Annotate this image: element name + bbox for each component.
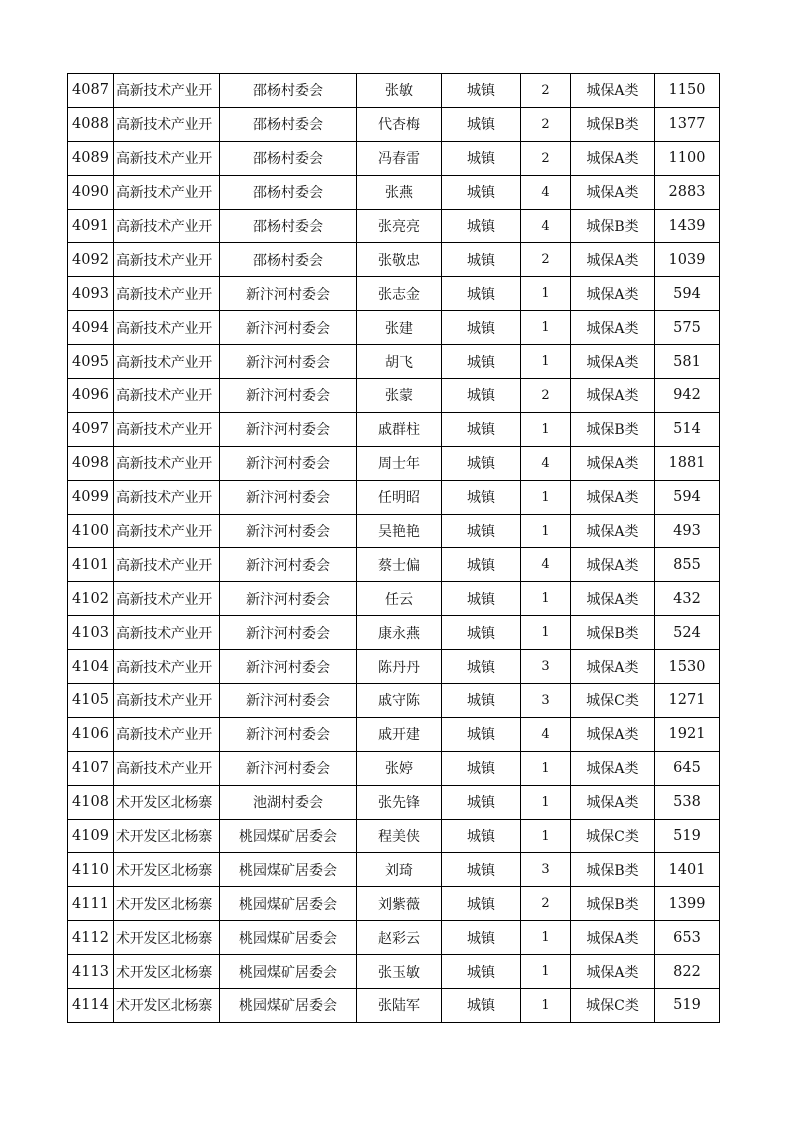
cell-district: 高新技术产业开 xyxy=(114,74,220,108)
cell-name: 刘琦 xyxy=(357,853,442,887)
cell-household-count: 2 xyxy=(521,379,571,413)
cell-area: 城镇 xyxy=(442,311,521,345)
cell-district: 高新技术产业开 xyxy=(114,141,220,175)
cell-id: 4105 xyxy=(68,684,114,718)
cell-category: 城保A类 xyxy=(571,277,655,311)
cell-id: 4093 xyxy=(68,277,114,311)
cell-household-count: 1 xyxy=(521,582,571,616)
cell-category: 城保B类 xyxy=(571,209,655,243)
cell-amount: 524 xyxy=(655,616,720,650)
cell-committee: 邵杨村委会 xyxy=(220,243,357,277)
cell-committee: 新汴河村委会 xyxy=(220,717,357,751)
cell-area: 城镇 xyxy=(442,717,521,751)
cell-district: 高新技术产业开 xyxy=(114,616,220,650)
cell-committee: 邵杨村委会 xyxy=(220,107,357,141)
cell-household-count: 2 xyxy=(521,243,571,277)
cell-area: 城镇 xyxy=(442,548,521,582)
cell-committee: 新汴河村委会 xyxy=(220,311,357,345)
cell-amount: 653 xyxy=(655,921,720,955)
cell-district: 高新技术产业开 xyxy=(114,480,220,514)
cell-name: 康永燕 xyxy=(357,616,442,650)
cell-category: 城保A类 xyxy=(571,751,655,785)
cell-committee: 池湖村委会 xyxy=(220,785,357,819)
cell-id: 4097 xyxy=(68,412,114,446)
cell-household-count: 1 xyxy=(521,751,571,785)
table-row xyxy=(68,345,720,379)
cell-committee: 邵杨村委会 xyxy=(220,175,357,209)
cell-area: 城镇 xyxy=(442,955,521,989)
cell-committee: 桃园煤矿居委会 xyxy=(220,921,357,955)
cell-id: 4091 xyxy=(68,209,114,243)
cell-household-count: 2 xyxy=(521,107,571,141)
cell-household-count: 1 xyxy=(521,819,571,853)
cell-name: 蔡士偏 xyxy=(357,548,442,582)
cell-amount: 538 xyxy=(655,785,720,819)
cell-name: 张玉敏 xyxy=(357,955,442,989)
cell-amount: 1439 xyxy=(655,209,720,243)
cell-area: 城镇 xyxy=(442,345,521,379)
cell-category: 城保A类 xyxy=(571,141,655,175)
cell-name: 代杏梅 xyxy=(357,107,442,141)
cell-area: 城镇 xyxy=(442,175,521,209)
cell-id: 4096 xyxy=(68,379,114,413)
cell-name: 张婷 xyxy=(357,751,442,785)
cell-category: 城保A类 xyxy=(571,379,655,413)
cell-id: 4099 xyxy=(68,480,114,514)
table-row xyxy=(68,751,720,785)
cell-amount: 822 xyxy=(655,955,720,989)
cell-name: 张陆军 xyxy=(357,989,442,1023)
cell-id: 4098 xyxy=(68,446,114,480)
cell-id: 4111 xyxy=(68,887,114,921)
table-row xyxy=(68,277,720,311)
cell-area: 城镇 xyxy=(442,107,521,141)
cell-committee: 桃园煤矿居委会 xyxy=(220,989,357,1023)
cell-district: 高新技术产业开 xyxy=(114,107,220,141)
cell-household-count: 4 xyxy=(521,548,571,582)
table-row xyxy=(68,616,720,650)
cell-amount: 1150 xyxy=(655,74,720,108)
table-row xyxy=(68,209,720,243)
cell-committee: 桃园煤矿居委会 xyxy=(220,887,357,921)
table-row xyxy=(68,853,720,887)
cell-district: 术开发区北杨寨 xyxy=(114,921,220,955)
cell-category: 城保A类 xyxy=(571,345,655,379)
cell-household-count: 3 xyxy=(521,853,571,887)
cell-household-count: 1 xyxy=(521,921,571,955)
table-row xyxy=(68,582,720,616)
table-row xyxy=(68,514,720,548)
cell-category: 城保A类 xyxy=(571,514,655,548)
cell-committee: 邵杨村委会 xyxy=(220,74,357,108)
cell-household-count: 1 xyxy=(521,480,571,514)
cell-committee: 邵杨村委会 xyxy=(220,141,357,175)
cell-committee: 新汴河村委会 xyxy=(220,514,357,548)
cell-amount: 942 xyxy=(655,379,720,413)
cell-district: 高新技术产业开 xyxy=(114,175,220,209)
cell-household-count: 1 xyxy=(521,785,571,819)
cell-name: 戚开建 xyxy=(357,717,442,751)
table-row xyxy=(68,412,720,446)
cell-name: 冯春雷 xyxy=(357,141,442,175)
cell-committee: 桃园煤矿居委会 xyxy=(220,853,357,887)
cell-category: 城保A类 xyxy=(571,785,655,819)
cell-category: 城保A类 xyxy=(571,74,655,108)
cell-household-count: 1 xyxy=(521,345,571,379)
cell-category: 城保A类 xyxy=(571,548,655,582)
cell-district: 高新技术产业开 xyxy=(114,446,220,480)
cell-name: 张亮亮 xyxy=(357,209,442,243)
cell-id: 4114 xyxy=(68,989,114,1023)
cell-household-count: 3 xyxy=(521,650,571,684)
cell-area: 城镇 xyxy=(442,74,521,108)
cell-category: 城保C类 xyxy=(571,684,655,718)
cell-name: 戚守陈 xyxy=(357,684,442,718)
cell-amount: 1377 xyxy=(655,107,720,141)
cell-id: 4092 xyxy=(68,243,114,277)
cell-district: 高新技术产业开 xyxy=(114,311,220,345)
cell-committee: 新汴河村委会 xyxy=(220,446,357,480)
cell-household-count: 2 xyxy=(521,141,571,175)
cell-category: 城保B类 xyxy=(571,853,655,887)
cell-district: 高新技术产业开 xyxy=(114,379,220,413)
cell-committee: 新汴河村委会 xyxy=(220,548,357,582)
cell-household-count: 1 xyxy=(521,514,571,548)
cell-area: 城镇 xyxy=(442,785,521,819)
table-body xyxy=(68,74,720,1023)
cell-category: 城保A类 xyxy=(571,955,655,989)
cell-area: 城镇 xyxy=(442,209,521,243)
cell-id: 4108 xyxy=(68,785,114,819)
table-row xyxy=(68,717,720,751)
cell-committee: 新汴河村委会 xyxy=(220,684,357,718)
cell-area: 城镇 xyxy=(442,887,521,921)
cell-district: 高新技术产业开 xyxy=(114,277,220,311)
cell-household-count: 1 xyxy=(521,311,571,345)
cell-category: 城保B类 xyxy=(571,107,655,141)
table-row xyxy=(68,379,720,413)
cell-id: 4102 xyxy=(68,582,114,616)
cell-area: 城镇 xyxy=(442,853,521,887)
cell-name: 张敬忠 xyxy=(357,243,442,277)
cell-district: 高新技术产业开 xyxy=(114,717,220,751)
cell-amount: 855 xyxy=(655,548,720,582)
cell-district: 术开发区北杨寨 xyxy=(114,989,220,1023)
cell-id: 4110 xyxy=(68,853,114,887)
cell-id: 4106 xyxy=(68,717,114,751)
cell-id: 4109 xyxy=(68,819,114,853)
cell-district: 高新技术产业开 xyxy=(114,582,220,616)
cell-household-count: 4 xyxy=(521,209,571,243)
cell-household-count: 1 xyxy=(521,955,571,989)
cell-area: 城镇 xyxy=(442,582,521,616)
cell-name: 任云 xyxy=(357,582,442,616)
cell-id: 4112 xyxy=(68,921,114,955)
cell-area: 城镇 xyxy=(442,480,521,514)
cell-amount: 2883 xyxy=(655,175,720,209)
cell-area: 城镇 xyxy=(442,751,521,785)
table-row xyxy=(68,684,720,718)
cell-category: 城保B类 xyxy=(571,412,655,446)
cell-amount: 1401 xyxy=(655,853,720,887)
cell-area: 城镇 xyxy=(442,989,521,1023)
cell-name: 胡飞 xyxy=(357,345,442,379)
cell-amount: 1921 xyxy=(655,717,720,751)
cell-amount: 1100 xyxy=(655,141,720,175)
cell-area: 城镇 xyxy=(442,379,521,413)
cell-household-count: 1 xyxy=(521,616,571,650)
cell-name: 吴艳艳 xyxy=(357,514,442,548)
cell-committee: 新汴河村委会 xyxy=(220,616,357,650)
cell-district: 术开发区北杨寨 xyxy=(114,887,220,921)
cell-area: 城镇 xyxy=(442,514,521,548)
cell-id: 4088 xyxy=(68,107,114,141)
cell-amount: 1271 xyxy=(655,684,720,718)
cell-district: 高新技术产业开 xyxy=(114,684,220,718)
cell-name: 刘紫薇 xyxy=(357,887,442,921)
cell-category: 城保A类 xyxy=(571,446,655,480)
cell-household-count: 2 xyxy=(521,887,571,921)
cell-committee: 新汴河村委会 xyxy=(220,379,357,413)
cell-household-count: 4 xyxy=(521,175,571,209)
table-row xyxy=(68,311,720,345)
cell-district: 高新技术产业开 xyxy=(114,243,220,277)
cell-name: 赵彩云 xyxy=(357,921,442,955)
cell-committee: 邵杨村委会 xyxy=(220,209,357,243)
cell-name: 张蒙 xyxy=(357,379,442,413)
cell-category: 城保A类 xyxy=(571,311,655,345)
cell-district: 术开发区北杨寨 xyxy=(114,955,220,989)
cell-district: 高新技术产业开 xyxy=(114,514,220,548)
table-row xyxy=(68,446,720,480)
table-row xyxy=(68,548,720,582)
table-row xyxy=(68,107,720,141)
cell-id: 4089 xyxy=(68,141,114,175)
cell-id: 4107 xyxy=(68,751,114,785)
table-row xyxy=(68,480,720,514)
cell-name: 张燕 xyxy=(357,175,442,209)
cell-name: 程美侠 xyxy=(357,819,442,853)
cell-area: 城镇 xyxy=(442,141,521,175)
cell-district: 术开发区北杨寨 xyxy=(114,853,220,887)
cell-amount: 493 xyxy=(655,514,720,548)
cell-name: 张先锋 xyxy=(357,785,442,819)
cell-amount: 519 xyxy=(655,989,720,1023)
cell-name: 任明昭 xyxy=(357,480,442,514)
cell-name: 张建 xyxy=(357,311,442,345)
cell-household-count: 2 xyxy=(521,74,571,108)
cell-district: 高新技术产业开 xyxy=(114,345,220,379)
cell-area: 城镇 xyxy=(442,243,521,277)
cell-name: 张敏 xyxy=(357,74,442,108)
cell-id: 4103 xyxy=(68,616,114,650)
cell-category: 城保A类 xyxy=(571,717,655,751)
cell-committee: 新汴河村委会 xyxy=(220,751,357,785)
cell-amount: 519 xyxy=(655,819,720,853)
cell-category: 城保A类 xyxy=(571,921,655,955)
cell-committee: 新汴河村委会 xyxy=(220,412,357,446)
cell-amount: 594 xyxy=(655,277,720,311)
table-row xyxy=(68,175,720,209)
cell-committee: 新汴河村委会 xyxy=(220,277,357,311)
cell-area: 城镇 xyxy=(442,446,521,480)
cell-name: 张志金 xyxy=(357,277,442,311)
table-row xyxy=(68,921,720,955)
cell-id: 4095 xyxy=(68,345,114,379)
table-row xyxy=(68,819,720,853)
cell-category: 城保C类 xyxy=(571,819,655,853)
cell-area: 城镇 xyxy=(442,277,521,311)
cell-area: 城镇 xyxy=(442,412,521,446)
cell-category: 城保A类 xyxy=(571,243,655,277)
cell-id: 4087 xyxy=(68,74,114,108)
cell-district: 术开发区北杨寨 xyxy=(114,785,220,819)
cell-amount: 1039 xyxy=(655,243,720,277)
cell-area: 城镇 xyxy=(442,819,521,853)
data-table xyxy=(67,73,720,1023)
cell-area: 城镇 xyxy=(442,684,521,718)
cell-area: 城镇 xyxy=(442,616,521,650)
cell-household-count: 1 xyxy=(521,412,571,446)
cell-committee: 新汴河村委会 xyxy=(220,650,357,684)
cell-amount: 514 xyxy=(655,412,720,446)
cell-category: 城保C类 xyxy=(571,989,655,1023)
table-row xyxy=(68,243,720,277)
cell-id: 4113 xyxy=(68,955,114,989)
cell-district: 术开发区北杨寨 xyxy=(114,819,220,853)
cell-category: 城保B类 xyxy=(571,887,655,921)
table-row xyxy=(68,74,720,108)
table-row xyxy=(68,989,720,1023)
cell-district: 高新技术产业开 xyxy=(114,209,220,243)
cell-district: 高新技术产业开 xyxy=(114,412,220,446)
cell-category: 城保B类 xyxy=(571,616,655,650)
table-row xyxy=(68,887,720,921)
cell-committee: 新汴河村委会 xyxy=(220,345,357,379)
cell-household-count: 1 xyxy=(521,989,571,1023)
cell-category: 城保A类 xyxy=(571,582,655,616)
cell-committee: 新汴河村委会 xyxy=(220,582,357,616)
cell-amount: 1530 xyxy=(655,650,720,684)
cell-household-count: 4 xyxy=(521,717,571,751)
cell-household-count: 1 xyxy=(521,277,571,311)
cell-category: 城保A类 xyxy=(571,175,655,209)
cell-amount: 432 xyxy=(655,582,720,616)
cell-household-count: 3 xyxy=(521,684,571,718)
cell-committee: 桃园煤矿居委会 xyxy=(220,955,357,989)
table-row xyxy=(68,785,720,819)
cell-name: 周士年 xyxy=(357,446,442,480)
table-row xyxy=(68,141,720,175)
cell-committee: 新汴河村委会 xyxy=(220,480,357,514)
cell-district: 高新技术产业开 xyxy=(114,548,220,582)
cell-category: 城保A类 xyxy=(571,650,655,684)
cell-id: 4094 xyxy=(68,311,114,345)
cell-name: 陈丹丹 xyxy=(357,650,442,684)
cell-amount: 1881 xyxy=(655,446,720,480)
cell-category: 城保A类 xyxy=(571,480,655,514)
cell-committee: 桃园煤矿居委会 xyxy=(220,819,357,853)
cell-amount: 645 xyxy=(655,751,720,785)
cell-name: 戚群柱 xyxy=(357,412,442,446)
cell-household-count: 4 xyxy=(521,446,571,480)
cell-id: 4100 xyxy=(68,514,114,548)
cell-amount: 581 xyxy=(655,345,720,379)
cell-amount: 1399 xyxy=(655,887,720,921)
table-row xyxy=(68,650,720,684)
cell-amount: 594 xyxy=(655,480,720,514)
cell-id: 4101 xyxy=(68,548,114,582)
cell-id: 4104 xyxy=(68,650,114,684)
cell-area: 城镇 xyxy=(442,650,521,684)
cell-area: 城镇 xyxy=(442,921,521,955)
cell-id: 4090 xyxy=(68,175,114,209)
cell-district: 高新技术产业开 xyxy=(114,650,220,684)
table-row xyxy=(68,955,720,989)
cell-amount: 575 xyxy=(655,311,720,345)
cell-district: 高新技术产业开 xyxy=(114,751,220,785)
